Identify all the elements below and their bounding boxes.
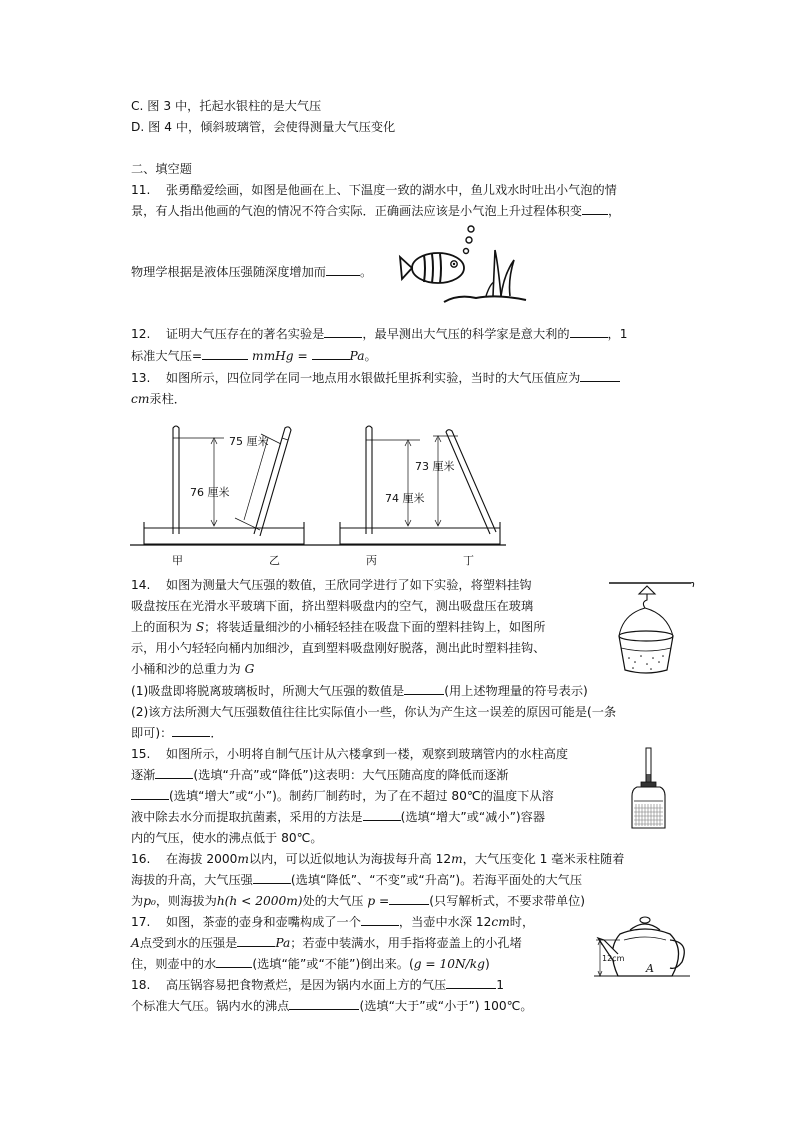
label-74: 74 厘米	[385, 492, 425, 505]
q11-line3: 物理学根据是液体压强随深度增加而 。	[131, 265, 373, 279]
label-73: 73 厘米	[415, 460, 455, 473]
answer-blank[interactable]	[172, 725, 210, 737]
q16-line3: 为p₀，则海拔为h(h < 2000m)处的大气压 p = (只写解析式，不要求带单位)	[131, 894, 586, 908]
q17-line3: 住，则壶中的水 (选填“能”或“不能”)倒出来。(g = 10N/kg)	[131, 957, 490, 971]
mercury-dish	[340, 522, 500, 544]
q14-line4: 示，用小勺轻轻向桶内加细沙，直到塑料吸盘刚好脱落，测出此时塑料挂钩、	[131, 641, 546, 655]
answer-blank[interactable]	[404, 683, 444, 695]
option-d: D. 图 4 中，倾斜玻璃管，会使得测量大气压变化	[131, 120, 396, 134]
label-12cm: 12cm	[602, 954, 625, 963]
section-title: 二、填空题	[131, 162, 192, 176]
option-c: C. 图 3 中，托起水银柱的是大气压	[131, 99, 322, 113]
bubble-icon	[466, 237, 472, 243]
answer-blank[interactable]	[570, 326, 608, 338]
q11-line2: 景，有人指出他画的气泡的情况不符合实际．正确画法应该是小气泡上升过程体积变 ，	[131, 204, 621, 218]
bottle-stopper	[641, 782, 656, 787]
q14-line1: 14. 如图为测量大气压强的数值，王欣同学进行了如下实验，将塑料挂钩	[131, 578, 532, 592]
answer-blank[interactable]	[253, 872, 291, 884]
tube-jia	[173, 426, 179, 534]
bubble-icon	[464, 249, 469, 254]
q12-line1: 12. 证明大气压存在的著名实验是 ，最早测出大气压的科学家是意大利的 ，1	[131, 327, 628, 341]
answer-blank[interactable]	[361, 914, 399, 926]
q11-number: 11.	[131, 183, 151, 197]
q18-line1: 18. 高压锅容易把食物煮烂，是因为锅内水面上方的气压 1	[131, 978, 504, 992]
q16-number: 16.	[131, 852, 151, 866]
caption-jia: 甲	[172, 554, 183, 567]
answer-blank[interactable]	[580, 370, 620, 382]
answer-blank[interactable]	[326, 264, 360, 276]
q13-line2: cm汞柱．	[131, 392, 186, 406]
fish-figure	[398, 224, 534, 306]
barometer-figure	[628, 746, 670, 832]
q12-line2: 标准大气压= mmHg = Pa。	[131, 349, 377, 363]
q17-line2: A点受到水的压强是 Pa；若壶中装满水，用手指将壶盖上的小孔堵	[131, 936, 522, 950]
q15-line2: 逐渐 (选填“升高”或“降低”)这表明：大气压随高度的降低而逐渐	[131, 768, 509, 782]
answer-blank[interactable]	[216, 956, 252, 968]
q16-line1: 16. 在海拔 2000m以内，可以近似地认为海拔每升高 12m，大气压变化 1 毫米汞柱随着	[131, 852, 625, 866]
fish-icon	[400, 253, 464, 283]
q13-number: 13.	[131, 371, 151, 385]
q15-line1: 15. 如图所示，小明将自制气压计从六楼拿到一楼，观察到玻璃管内的水柱高度	[131, 747, 569, 761]
lakebed-line	[444, 296, 526, 302]
suction-cup-icon	[639, 586, 655, 594]
mercury-dish	[144, 522, 304, 544]
answer-blank[interactable]	[312, 348, 350, 360]
q15-number: 15.	[131, 747, 151, 761]
q18-number: 18.	[131, 978, 151, 992]
torricelli-figure	[128, 418, 508, 570]
q11-line1: 11. 张勇酷爱绘画，如图是他画在上、下温度一致的湖水中，鱼儿戏水时吐出小气泡的情	[131, 183, 617, 197]
answer-blank[interactable]	[324, 326, 362, 338]
answer-blank[interactable]	[237, 935, 275, 947]
label-76: 76 厘米	[190, 486, 230, 499]
q15-line5: 内的气压，使水的沸点低于 80℃。	[131, 831, 323, 845]
caption-bing: 丙	[366, 554, 377, 567]
answer-blank[interactable]	[131, 788, 169, 800]
q14-sub2: (2)该方法所测大气压强数值往往比实际值小一些，你认为产生这一误差的原因可能是(一条	[131, 705, 617, 719]
q14-line3: 上的面积为 S；将装适量细沙的小桶轻轻挂在吸盘下面的塑料挂钩上，如图所	[131, 620, 546, 634]
caption-yi: 乙	[269, 554, 280, 567]
q18-line2: 个标准大气压。锅内水的沸点 (选填“大于”或“小于”) 100℃。	[131, 999, 533, 1013]
q16-line2: 海拔的升高，大气压强 (选填“降低”、“不变”或“升高”)。若海平面处的大气压	[131, 873, 583, 887]
tube-bing	[366, 426, 372, 534]
q13-line1: 13. 如图所示，四位同学在同一地点用水银做托里拆利实验，当时的大气压值应为	[131, 370, 620, 386]
teapot-icon	[598, 917, 684, 976]
q17-line1: 17. 如图，茶壶的壶身和壶嘴构成了一个 ，当壶中水深 12cm时，	[131, 915, 535, 929]
teapot-figure	[590, 910, 694, 988]
q14-line5: 小桶和沙的总重力为 G	[131, 662, 255, 676]
bucket-icon	[619, 631, 673, 673]
seaweed-icon	[486, 250, 514, 296]
answer-blank[interactable]	[582, 203, 608, 215]
answer-blank[interactable]	[155, 767, 193, 779]
answer-blank[interactable]	[289, 998, 359, 1010]
answer-blank[interactable]	[202, 348, 248, 360]
q12-number: 12.	[131, 327, 151, 341]
suction-cup-figure	[605, 576, 697, 678]
q15-line4: 液中除去水分而提取抗菌素，采用的方法是 (选填“增大”或“减小”)容器	[131, 810, 546, 824]
q14-sub2b: 即可)： ．	[131, 726, 223, 740]
caption-ding: 丁	[463, 554, 474, 567]
hook-icon	[643, 594, 647, 608]
q17-number: 17.	[131, 915, 151, 929]
answer-blank[interactable]	[363, 809, 401, 821]
label-75: 75 厘米	[229, 435, 269, 448]
answer-blank[interactable]	[389, 893, 429, 905]
answer-blank[interactable]	[446, 977, 496, 989]
q14-number: 14.	[131, 578, 151, 592]
q14-sub1: (1)吸盘即将脱离玻璃板时，所测大气压强的数值是 (用上述物理量的符号表示)	[131, 684, 588, 698]
bubble-icon	[468, 226, 474, 232]
q14-line2: 吸盘按压在光滑水平玻璃下面，挤出塑料吸盘内的空气，测出吸盘压在玻璃	[131, 599, 534, 613]
tube-ding	[446, 430, 496, 534]
label-point-a: A	[646, 962, 654, 975]
q15-line3: (选填“增大”或“小”)。制药厂制药时，为了在不超过 80℃的温度下从溶	[131, 788, 554, 804]
